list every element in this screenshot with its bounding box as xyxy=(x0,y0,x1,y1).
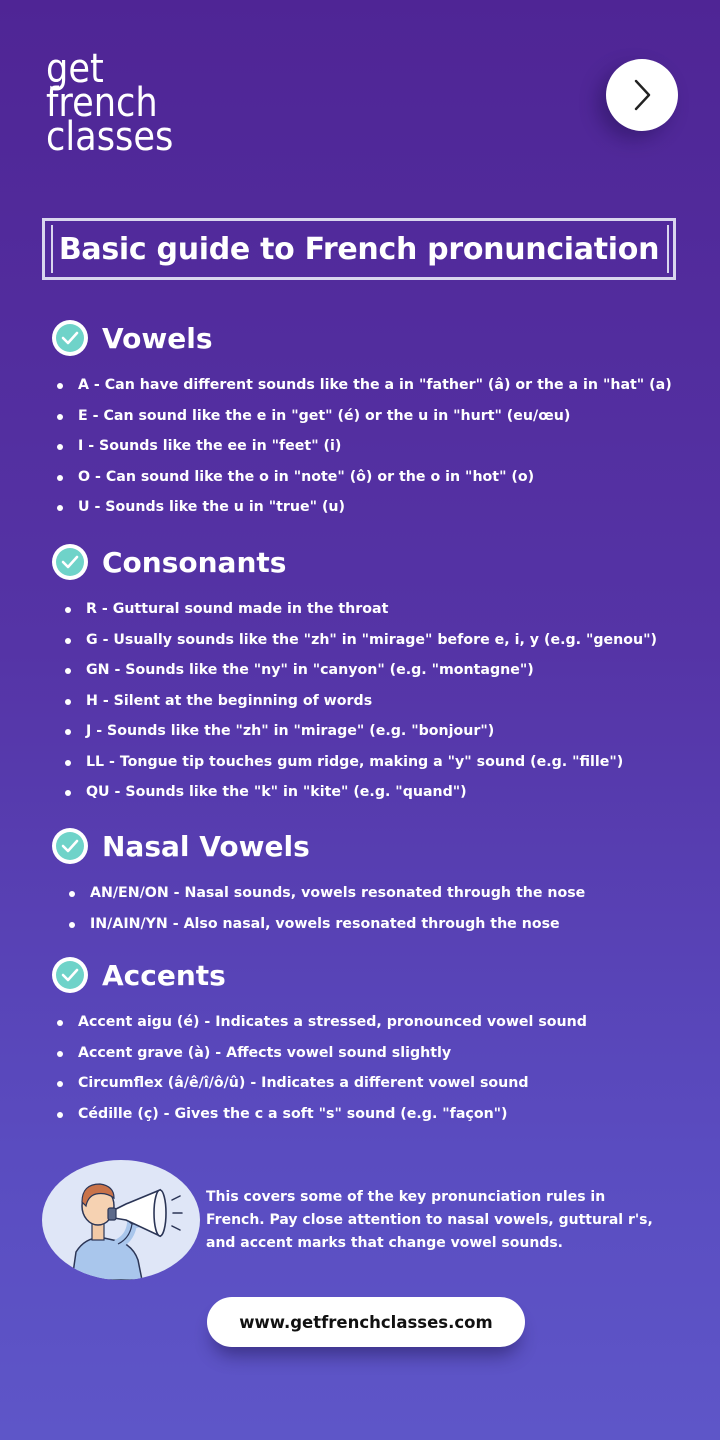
megaphone-illustration xyxy=(42,1160,200,1280)
list-item: U - Sounds like the u in "true" (u) xyxy=(52,492,692,523)
consonants-list xyxy=(60,594,692,808)
nasal-vowels-list xyxy=(64,878,692,939)
list-item: H - Silent at the beginning of words xyxy=(60,686,692,717)
summary-note xyxy=(206,1186,676,1255)
list-item: R - Guttural sound made in the throat xyxy=(60,594,692,625)
list-item: G - Usually sounds like the "zh" in "mirage" before e, i, y (e.g. "genou") xyxy=(60,625,692,656)
list-item: Accent aigu (é) - Indicates a stressed, pronounced vowel sound xyxy=(52,1007,692,1038)
list-item: Cédille (ç) - Gives the c a soft "s" sound (e.g. "façon") xyxy=(52,1099,692,1130)
note-line-2: French. Pay close attention to nasal vowels, guttural r's, xyxy=(206,1212,653,1228)
section-vowels xyxy=(52,316,692,523)
note-line-3: and accent marks that change vowel sounds. xyxy=(206,1235,563,1251)
section-header xyxy=(52,316,692,360)
list-item: QU - Sounds like the "k" in "kite" (e.g. "quand") xyxy=(60,777,692,808)
list-item: Accent grave (à) - Affects vowel sound slightly xyxy=(52,1038,692,1069)
list-item: I - Sounds like the ee in "feet" (i) xyxy=(52,431,692,462)
chevron-right-icon xyxy=(630,78,654,112)
check-icon xyxy=(52,320,88,356)
note-line-1: This covers some of the key pronunciation rules in xyxy=(206,1189,606,1205)
check-icon xyxy=(52,544,88,580)
list-item: E - Can sound like the e in "get" (é) or the u in "hurt" (eu/œu) xyxy=(52,401,692,432)
list-item: LL - Tongue tip touches gum ridge, making a "y" sound (e.g. "fille") xyxy=(60,747,692,778)
accents-list xyxy=(52,1007,692,1129)
list-item: AN/EN/ON - Nasal sounds, vowels resonated through the nose xyxy=(64,878,692,909)
section-header xyxy=(52,824,692,868)
page-title: Basic guide to French pronunciation xyxy=(58,231,660,267)
list-item: IN/AIN/YN - Also nasal, vowels resonated through the nose xyxy=(64,909,692,940)
next-button[interactable] xyxy=(606,59,678,131)
section-nasal-vowels xyxy=(52,824,692,939)
check-icon xyxy=(52,828,88,864)
website-link-button[interactable] xyxy=(207,1297,525,1347)
logo-line-1: get xyxy=(46,46,104,92)
logo-line-2: french xyxy=(46,80,158,126)
list-item: O - Can sound like the o in "note" (ô) or the o in "hot" (o) xyxy=(52,462,692,493)
website-url[interactable]: www.getfrenchclasses.com xyxy=(239,1312,493,1332)
section-consonants xyxy=(52,540,692,808)
megaphone-man-icon xyxy=(42,1160,200,1280)
list-item: GN - Sounds like the "ny" in "canyon" (e.g. "montagne") xyxy=(60,655,692,686)
section-title: Consonants xyxy=(102,545,287,579)
section-title: Vowels xyxy=(102,321,213,355)
logo-line-3: classes xyxy=(46,114,174,160)
brand-logo xyxy=(46,46,176,160)
vowels-list xyxy=(52,370,692,523)
title-frame xyxy=(42,218,676,280)
list-item: J - Sounds like the "zh" in "mirage" (e.g. "bonjour") xyxy=(60,716,692,747)
section-accents xyxy=(52,953,692,1129)
section-title: Nasal Vowels xyxy=(102,829,310,863)
list-item: A - Can have different sounds like the a in "father" (â) or the a in "hat" (a) xyxy=(52,370,692,401)
section-header xyxy=(52,540,692,584)
list-item: Circumflex (â/ê/î/ô/û) - Indicates a different vowel sound xyxy=(52,1068,692,1099)
check-icon xyxy=(52,957,88,993)
section-header xyxy=(52,953,692,997)
section-title: Accents xyxy=(102,958,226,992)
